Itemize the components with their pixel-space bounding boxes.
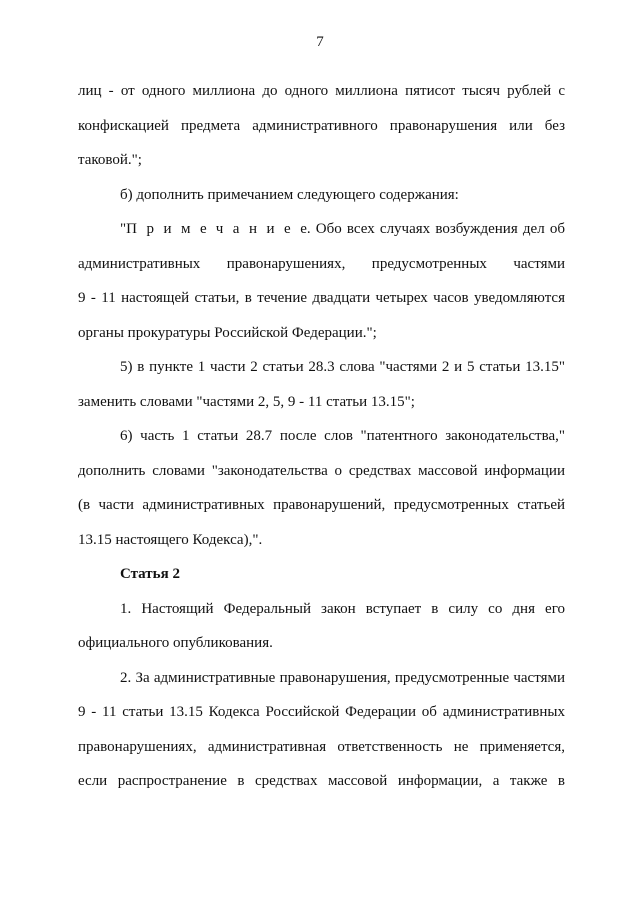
- text-line: 5) в пункте 1 части 2 статьи 28.3 слова "частями 2 и 5 статьи 13.15": [120, 359, 565, 375]
- paragraph-note: [78, 212, 565, 350]
- text-line: б) дополнить примечанием следующего содержания:: [120, 186, 459, 203]
- note-quote: ": [120, 221, 127, 237]
- text-line: таковой.";: [78, 152, 142, 168]
- text-line: дополнить словами "законодательства о средствах массовой информации: [78, 462, 565, 479]
- note-word: Примечание: [126, 221, 301, 237]
- document-body: [78, 74, 565, 799]
- paragraph-item-5: [78, 350, 565, 419]
- paragraph-item-6: [78, 419, 565, 557]
- text-line: заменить словами "частями 2, 5, 9 - 11 статьи 13.15";: [78, 393, 415, 410]
- text-line: 1. Настоящий Федеральный закон вступает в силу со дня его: [120, 600, 565, 617]
- article-title: Статья 2: [120, 566, 180, 582]
- text-line: правонарушениях, административная ответственность не применяется,: [78, 738, 565, 755]
- note-text: е. Обо всех случаях возбуждения дел об: [300, 221, 565, 237]
- paragraph-penalty-continuation: [78, 74, 565, 178]
- text-line: 13.15 настоящего Кодекса),".: [78, 531, 263, 548]
- text-line: 9 - 11 настоящей статьи, в течение двадцати четырех часов уведомляются: [78, 290, 565, 306]
- text-line: 6) часть 1 статьи 28.7 после слов "патентного законодательства,": [120, 428, 565, 444]
- text-line: [78, 212, 565, 247]
- text-line: 2. За административные правонарушения, предусмотренные частями: [120, 669, 565, 686]
- text-line: административных правонарушениях, предусмотренных частями: [78, 255, 565, 272]
- text-line: конфискацией предмета административного правонарушения или без: [78, 117, 565, 134]
- text-line: 9 - 11 статьи 13.15 Кодекса Российской Федерации об административных: [78, 704, 565, 720]
- paragraph-add-note: [78, 178, 565, 213]
- text-line: лиц - от одного миллиона до одного миллиона пятисот тысяч рублей с: [78, 83, 565, 99]
- text-line: если распространение в средствах массовой информации, а также в: [78, 773, 565, 789]
- paragraph-entry-into-force: [78, 592, 565, 661]
- text-line: органы прокуратуры Российской Федерации.";: [78, 324, 377, 341]
- paragraph-liability-exception: [78, 661, 565, 799]
- text-line: официального опубликования.: [78, 635, 273, 651]
- page-number: 7: [316, 34, 324, 50]
- text-line: (в части административных правонарушений, предусмотренных статьей: [78, 497, 565, 513]
- article-heading: [78, 557, 565, 592]
